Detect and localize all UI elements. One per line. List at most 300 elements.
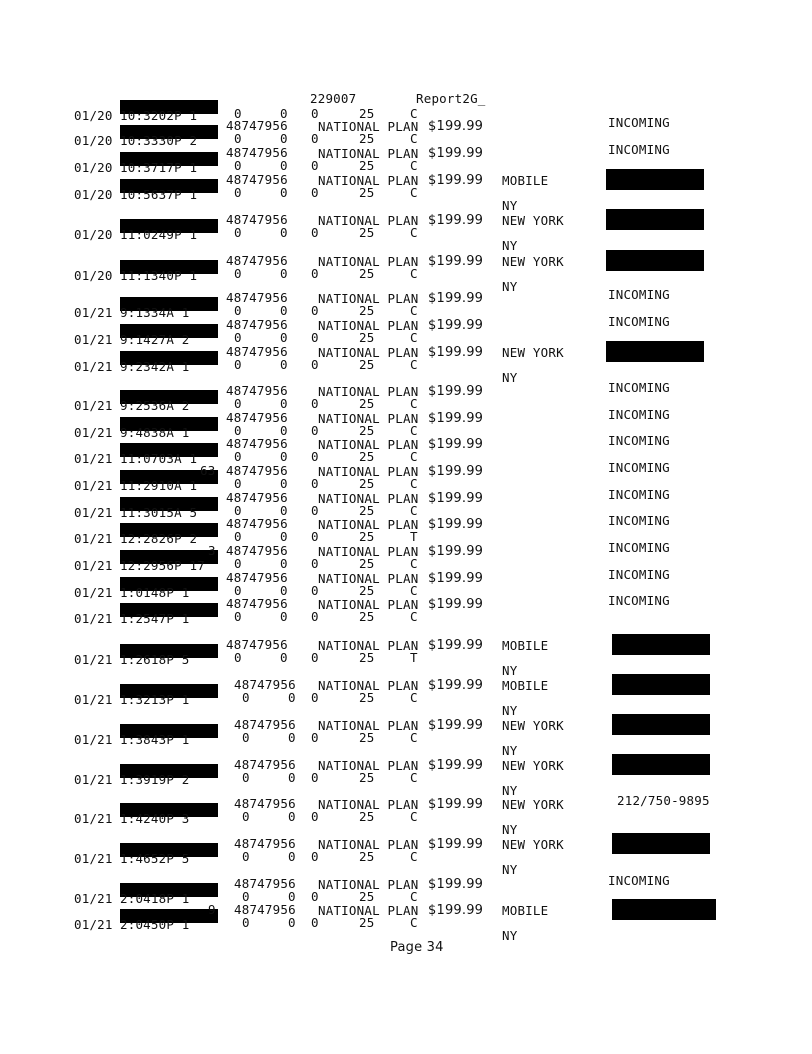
code-letter: C — [410, 609, 418, 624]
plan-description: NATIONAL PLAN — [318, 877, 419, 892]
redacted-number — [606, 209, 704, 230]
qty-2: 0 — [280, 303, 288, 318]
incoming-label: INCOMING — [608, 287, 670, 302]
call-time: 10:3202P 1 — [120, 108, 198, 123]
qty-1: 0 — [234, 476, 242, 491]
qty-1: 0 — [242, 770, 250, 785]
call-date: 01/21 — [74, 692, 113, 707]
charge-amount: $199.99 — [428, 173, 484, 188]
n-value: 25 — [359, 503, 375, 518]
plan-description: NATIONAL PLAN — [318, 254, 419, 269]
qty-1: 0 — [234, 303, 242, 318]
call-time: 12:2956P 17 — [120, 558, 205, 573]
call-state: NY — [502, 703, 518, 718]
call-time: 11:2910A 1 — [120, 478, 198, 493]
call-time: 1:4652P 5 — [120, 851, 190, 866]
code-letter: C — [410, 730, 418, 745]
plan-description: NATIONAL PLAN — [318, 678, 419, 693]
n-value: 25 — [359, 476, 375, 491]
id-prefix: 3 — [208, 543, 216, 558]
incoming-label: INCOMING — [608, 142, 670, 157]
code-letter: T — [410, 650, 418, 665]
n-value: 25 — [359, 330, 375, 345]
call-date: 01/20 — [74, 133, 113, 148]
call-date: 01/21 — [74, 425, 113, 440]
account-number: 48747956 — [226, 172, 288, 187]
call-state: NY — [502, 822, 518, 837]
charge-amount: $199.99 — [428, 318, 484, 333]
qty-1: 0 — [242, 690, 250, 705]
qty-1: 0 — [242, 730, 250, 745]
charge-amount: $199.99 — [428, 146, 484, 161]
call-time: 1:3919P 2 — [120, 772, 190, 787]
z-value: 0 — [311, 889, 319, 904]
call-date: 01/21 — [74, 811, 113, 826]
call-date: 01/21 — [74, 652, 113, 667]
plan-description: NATIONAL PLAN — [318, 718, 419, 733]
n-value: 25 — [359, 529, 375, 544]
charge-amount: $199.99 — [428, 345, 484, 360]
call-location: NEW YORK — [502, 758, 564, 773]
call-date: 01/21 — [74, 451, 113, 466]
qty-2: 0 — [288, 690, 296, 705]
qty-1: 0 — [234, 357, 242, 372]
n-value: 25 — [359, 185, 375, 200]
n-value: 25 — [359, 158, 375, 173]
plan-description: NATIONAL PLAN — [318, 146, 419, 161]
plan-description: NATIONAL PLAN — [318, 213, 419, 228]
incoming-label: INCOMING — [608, 380, 670, 395]
code-letter: C — [410, 303, 418, 318]
code-letter: C — [410, 809, 418, 824]
code-letter: C — [410, 849, 418, 864]
qty-1: 0 — [234, 185, 242, 200]
call-state: NY — [502, 928, 518, 943]
account-number: 48747956 — [226, 118, 288, 133]
z-value: 0 — [311, 303, 319, 318]
call-state: NY — [502, 663, 518, 678]
code-letter: C — [410, 915, 418, 930]
account-number: 48747956 — [234, 876, 296, 891]
call-location: MOBILE — [502, 903, 549, 918]
id-prefix: 63 — [200, 463, 216, 478]
qty-2: 0 — [280, 583, 288, 598]
call-date: 01/21 — [74, 558, 113, 573]
call-time: 1:3843P 1 — [120, 732, 190, 747]
z-value: 0 — [311, 357, 319, 372]
charge-amount: $199.99 — [428, 411, 484, 426]
qty-2: 0 — [280, 529, 288, 544]
code-letter: C — [410, 690, 418, 705]
n-value: 25 — [359, 690, 375, 705]
charge-amount: $199.99 — [428, 797, 484, 812]
plan-description: NATIONAL PLAN — [318, 173, 419, 188]
called-number: 212/750-9895 — [617, 793, 710, 808]
charge-amount: $199.99 — [428, 437, 484, 452]
call-time: 1:4240P 3 — [120, 811, 190, 826]
qty-1: 0 — [234, 131, 242, 146]
qty-2: 0 — [288, 809, 296, 824]
plan-description: NATIONAL PLAN — [318, 318, 419, 333]
code-letter: C — [410, 266, 418, 281]
account-number: 48747956 — [234, 902, 296, 917]
plan-description: NATIONAL PLAN — [318, 464, 419, 479]
call-state: NY — [502, 238, 518, 253]
call-date: 01/21 — [74, 917, 113, 932]
call-time: 9:4838A 1 — [120, 425, 190, 440]
code-letter: C — [410, 225, 418, 240]
call-location: MOBILE — [502, 173, 549, 188]
account-number: 48747956 — [234, 757, 296, 772]
qty-2: 0 — [280, 266, 288, 281]
z-value: 0 — [311, 131, 319, 146]
redacted-number — [612, 634, 710, 655]
code-letter: C — [410, 330, 418, 345]
qty-2: 0 — [280, 650, 288, 665]
call-time: 10:5637P 1 — [120, 187, 198, 202]
qty-2: 0 — [288, 770, 296, 785]
account-number: 48747956 — [226, 463, 288, 478]
redacted-number — [612, 899, 716, 920]
qty-1: 0 — [234, 225, 242, 240]
n-value: 25 — [359, 889, 375, 904]
code-letter: C — [410, 396, 418, 411]
account-number: 48747956 — [234, 836, 296, 851]
code-letter: C — [410, 889, 418, 904]
charge-amount: $199.99 — [428, 678, 484, 693]
call-location: MOBILE — [502, 678, 549, 693]
call-time: 2:0418P 1 — [120, 891, 190, 906]
call-state: NY — [502, 279, 518, 294]
qty-1: 0 — [234, 423, 242, 438]
charge-amount: $199.99 — [428, 837, 484, 852]
charge-amount: $199.99 — [428, 119, 484, 134]
z-value: 0 — [311, 809, 319, 824]
code-letter: C — [410, 423, 418, 438]
qty-1: 0 — [234, 609, 242, 624]
z-value: 0 — [311, 529, 319, 544]
charge-amount: $199.99 — [428, 638, 484, 653]
call-date: 01/21 — [74, 891, 113, 906]
n-value: 25 — [359, 609, 375, 624]
incoming-label: INCOMING — [608, 487, 670, 502]
z-value: 0 — [311, 266, 319, 281]
plan-description: NATIONAL PLAN — [318, 571, 419, 586]
n-value: 25 — [359, 730, 375, 745]
n-value: 25 — [359, 809, 375, 824]
qty-1: 0 — [242, 889, 250, 904]
call-date: 01/20 — [74, 268, 113, 283]
call-location: NEW YORK — [502, 345, 564, 360]
call-date: 01/21 — [74, 851, 113, 866]
call-state: NY — [502, 783, 518, 798]
plan-description: NATIONAL PLAN — [318, 797, 419, 812]
page-label: Page 34 — [390, 940, 444, 955]
qty-2: 0 — [280, 449, 288, 464]
qty-2: 0 — [288, 730, 296, 745]
account-number: 48747956 — [234, 717, 296, 732]
call-time: 11:1340P 1 — [120, 268, 198, 283]
n-value: 25 — [359, 131, 375, 146]
n-value: 25 — [359, 650, 375, 665]
incoming-label: INCOMING — [608, 314, 670, 329]
call-date: 01/21 — [74, 398, 113, 413]
charge-amount: $199.99 — [428, 571, 484, 586]
n-value: 25 — [359, 583, 375, 598]
account-number: 48747956 — [226, 596, 288, 611]
charge-amount: $199.99 — [428, 384, 484, 399]
call-state: NY — [502, 198, 518, 213]
call-date: 01/21 — [74, 332, 113, 347]
qty-2: 0 — [280, 106, 288, 121]
qty-1: 0 — [234, 266, 242, 281]
code-letter: C — [410, 185, 418, 200]
account-number: 48747956 — [226, 253, 288, 268]
call-date: 01/21 — [74, 305, 113, 320]
n-value: 25 — [359, 266, 375, 281]
charge-amount: $199.99 — [428, 213, 484, 228]
code-letter: C — [410, 476, 418, 491]
call-location: NEW YORK — [502, 254, 564, 269]
n-value: 25 — [359, 225, 375, 240]
qty-2: 0 — [280, 330, 288, 345]
account-number: 48747956 — [226, 410, 288, 425]
call-date: 01/21 — [74, 585, 113, 600]
call-time: 11:3015A 5 — [120, 505, 198, 520]
charge-amount: $199.99 — [428, 903, 484, 918]
qty-1: 0 — [234, 158, 242, 173]
incoming-label: INCOMING — [608, 513, 670, 528]
code-letter: C — [410, 503, 418, 518]
plan-description: NATIONAL PLAN — [318, 758, 419, 773]
n-value: 25 — [359, 449, 375, 464]
call-date: 01/21 — [74, 772, 113, 787]
charge-amount: $199.99 — [428, 877, 484, 892]
redacted-number — [612, 714, 710, 735]
qty-1: 0 — [234, 449, 242, 464]
redacted-number — [606, 169, 704, 190]
charge-amount: $199.99 — [428, 464, 484, 479]
qty-1: 0 — [234, 396, 242, 411]
plan-description: NATIONAL PLAN — [318, 638, 419, 653]
incoming-label: INCOMING — [608, 567, 670, 582]
n-value: 25 — [359, 106, 375, 121]
plan-description: NATIONAL PLAN — [318, 903, 419, 918]
code-letter: C — [410, 770, 418, 785]
incoming-label: INCOMING — [608, 873, 670, 888]
qty-1: 0 — [234, 330, 242, 345]
call-time: 1:0148P 1 — [120, 585, 190, 600]
n-value: 25 — [359, 556, 375, 571]
z-value: 0 — [311, 583, 319, 598]
qty-1: 0 — [234, 556, 242, 571]
call-time: 9:1334A 1 — [120, 305, 190, 320]
call-date: 01/20 — [74, 160, 113, 175]
n-value: 25 — [359, 770, 375, 785]
z-value: 0 — [311, 106, 319, 121]
redacted-number — [612, 754, 710, 775]
call-date: 01/20 — [74, 187, 113, 202]
call-state: NY — [502, 862, 518, 877]
incoming-label: INCOMING — [608, 407, 670, 422]
n-value: 25 — [359, 423, 375, 438]
report-id: 229007 — [310, 91, 357, 106]
charge-amount: $199.99 — [428, 291, 484, 306]
plan-description: NATIONAL PLAN — [318, 491, 419, 506]
qty-2: 0 — [280, 357, 288, 372]
charge-amount: $199.99 — [428, 491, 484, 506]
call-time: 2:0450P 1 — [120, 917, 190, 932]
qty-2: 0 — [288, 889, 296, 904]
call-date: 01/20 — [74, 227, 113, 242]
call-time: 1:2547P 1 — [120, 611, 190, 626]
redacted-number — [612, 674, 710, 695]
code-letter: C — [410, 583, 418, 598]
n-value: 25 — [359, 357, 375, 372]
charge-amount: $199.99 — [428, 758, 484, 773]
z-value: 0 — [311, 225, 319, 240]
report-name: Report2G_ — [416, 91, 486, 106]
call-state: NY — [502, 370, 518, 385]
call-location: MOBILE — [502, 638, 549, 653]
qty-2: 0 — [280, 225, 288, 240]
code-letter: C — [410, 357, 418, 372]
redacted-number — [606, 250, 704, 271]
plan-description: NATIONAL PLAN — [318, 345, 419, 360]
code-letter: C — [410, 556, 418, 571]
account-number: 48747956 — [226, 317, 288, 332]
account-number: 48747956 — [226, 145, 288, 160]
call-time: 11:0703A 1 — [120, 451, 198, 466]
n-value: 25 — [359, 915, 375, 930]
z-value: 0 — [311, 503, 319, 518]
qty-2: 0 — [280, 185, 288, 200]
z-value: 0 — [311, 185, 319, 200]
code-letter: C — [410, 131, 418, 146]
qty-2: 0 — [280, 609, 288, 624]
call-location: NEW YORK — [502, 213, 564, 228]
incoming-label: INCOMING — [608, 540, 670, 555]
incoming-label: INCOMING — [608, 115, 670, 130]
call-date: 01/20 — [74, 108, 113, 123]
call-time: 9:2536A 2 — [120, 398, 190, 413]
call-time: 1:3213P 1 — [120, 692, 190, 707]
call-date: 01/21 — [74, 359, 113, 374]
call-state: NY — [502, 743, 518, 758]
z-value: 0 — [311, 770, 319, 785]
plan-description: NATIONAL PLAN — [318, 384, 419, 399]
z-value: 0 — [311, 609, 319, 624]
z-value: 0 — [311, 423, 319, 438]
call-date: 01/21 — [74, 478, 113, 493]
code-letter: T — [410, 529, 418, 544]
z-value: 0 — [311, 396, 319, 411]
plan-description: NATIONAL PLAN — [318, 119, 419, 134]
z-value: 0 — [311, 650, 319, 665]
qty-1: 0 — [234, 650, 242, 665]
account-number: 48747956 — [226, 543, 288, 558]
call-location: NEW YORK — [502, 797, 564, 812]
qty-1: 0 — [234, 583, 242, 598]
plan-description: NATIONAL PLAN — [318, 837, 419, 852]
z-value: 0 — [311, 158, 319, 173]
account-number: 48747956 — [226, 516, 288, 531]
plan-description: NATIONAL PLAN — [318, 517, 419, 532]
qty-2: 0 — [280, 158, 288, 173]
call-time: 12:2826P 2 — [120, 531, 198, 546]
account-number: 48747956 — [234, 677, 296, 692]
z-value: 0 — [311, 476, 319, 491]
call-time: 9:1427A 2 — [120, 332, 190, 347]
call-date: 01/21 — [74, 531, 113, 546]
call-location: NEW YORK — [502, 718, 564, 733]
account-number: 48747956 — [226, 637, 288, 652]
plan-description: NATIONAL PLAN — [318, 437, 419, 452]
plan-description: NATIONAL PLAN — [318, 544, 419, 559]
account-number: 48747956 — [226, 212, 288, 227]
qty-1: 0 — [242, 849, 250, 864]
charge-amount: $199.99 — [428, 517, 484, 532]
call-location: NEW YORK — [502, 837, 564, 852]
qty-1: 0 — [234, 106, 242, 121]
z-value: 0 — [311, 330, 319, 345]
charge-amount: $199.99 — [428, 597, 484, 612]
account-number: 48747956 — [234, 796, 296, 811]
code-letter: C — [410, 106, 418, 121]
call-time: 10:3330P 2 — [120, 133, 198, 148]
qty-2: 0 — [280, 396, 288, 411]
charge-amount: $199.99 — [428, 254, 484, 269]
call-date: 01/21 — [74, 611, 113, 626]
id-prefix: 9 — [208, 902, 216, 917]
n-value: 25 — [359, 303, 375, 318]
qty-2: 0 — [288, 849, 296, 864]
call-time: 1:2618P 5 — [120, 652, 190, 667]
z-value: 0 — [311, 449, 319, 464]
qty-2: 0 — [280, 476, 288, 491]
account-number: 48747956 — [226, 290, 288, 305]
call-date: 01/21 — [74, 732, 113, 747]
incoming-label: INCOMING — [608, 593, 670, 608]
call-date: 01/21 — [74, 505, 113, 520]
n-value: 25 — [359, 396, 375, 411]
n-value: 25 — [359, 849, 375, 864]
qty-1: 0 — [234, 529, 242, 544]
z-value: 0 — [311, 730, 319, 745]
qty-1: 0 — [242, 915, 250, 930]
code-letter: C — [410, 449, 418, 464]
plan-description: NATIONAL PLAN — [318, 291, 419, 306]
incoming-label: INCOMING — [608, 460, 670, 475]
charge-amount: $199.99 — [428, 718, 484, 733]
redacted-number — [606, 341, 704, 362]
qty-2: 0 — [288, 915, 296, 930]
qty-2: 0 — [280, 556, 288, 571]
qty-1: 0 — [234, 503, 242, 518]
account-number: 48747956 — [226, 490, 288, 505]
z-value: 0 — [311, 556, 319, 571]
qty-2: 0 — [280, 131, 288, 146]
account-number: 48747956 — [226, 570, 288, 585]
qty-2: 0 — [280, 423, 288, 438]
call-time: 10:3717P 1 — [120, 160, 198, 175]
qty-1: 0 — [242, 809, 250, 824]
charge-amount: $199.99 — [428, 544, 484, 559]
z-value: 0 — [311, 915, 319, 930]
account-number: 48747956 — [226, 383, 288, 398]
code-letter: C — [410, 158, 418, 173]
z-value: 0 — [311, 849, 319, 864]
